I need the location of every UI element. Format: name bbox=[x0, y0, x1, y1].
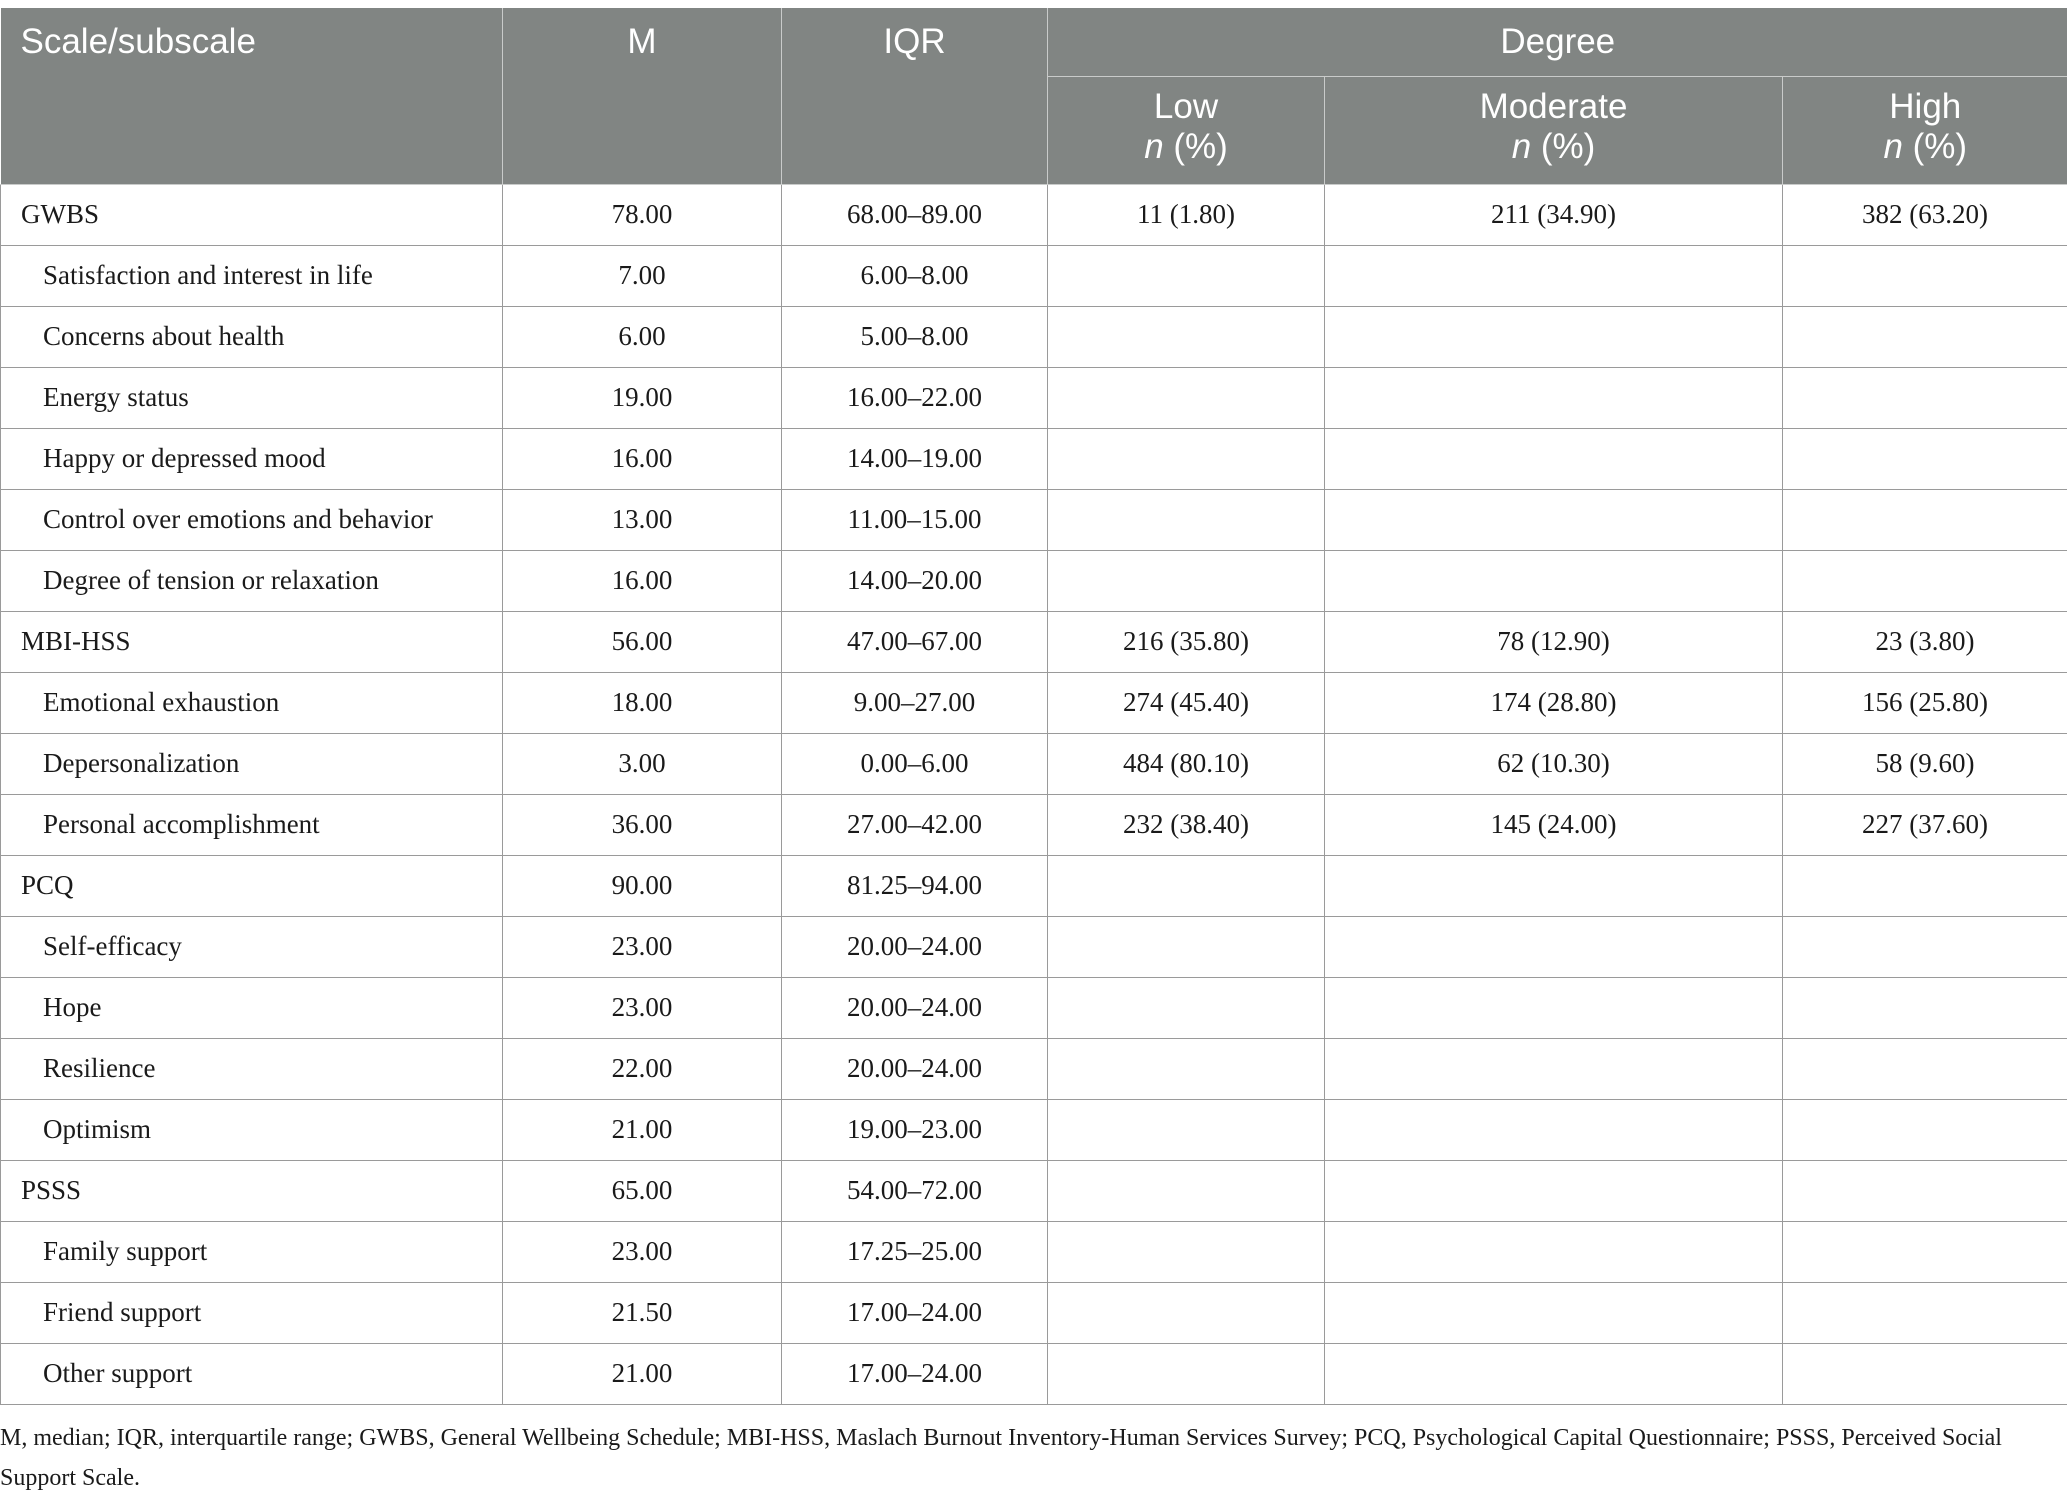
table-row bbox=[1, 672, 2067, 733]
cell-median: 19.00 bbox=[503, 367, 782, 428]
header-moderate bbox=[1325, 76, 1783, 184]
cell-iqr: 68.00–89.00 bbox=[782, 184, 1048, 245]
cell-high bbox=[1783, 489, 2067, 550]
cell-low bbox=[1048, 428, 1325, 489]
cell-low bbox=[1048, 1099, 1325, 1160]
header-moderate-label: Moderate bbox=[1479, 86, 1628, 126]
cell-low bbox=[1048, 977, 1325, 1038]
cell-scale: Depersonalization bbox=[1, 733, 503, 794]
header-low bbox=[1048, 76, 1325, 184]
cell-scale: Personal accomplishment bbox=[1, 794, 503, 855]
table-row bbox=[1, 1343, 2067, 1404]
cell-low bbox=[1048, 306, 1325, 367]
cell-scale: MBI-HSS bbox=[1, 611, 503, 672]
cell-iqr: 20.00–24.00 bbox=[782, 916, 1048, 977]
header-moderate-unit: n (%) bbox=[1511, 126, 1596, 166]
cell-moderate: 145 (24.00) bbox=[1325, 794, 1783, 855]
table-row bbox=[1, 184, 2067, 245]
cell-moderate: 174 (28.80) bbox=[1325, 672, 1783, 733]
cell-moderate bbox=[1325, 550, 1783, 611]
cell-median: 23.00 bbox=[503, 977, 782, 1038]
cell-low bbox=[1048, 245, 1325, 306]
cell-moderate bbox=[1325, 367, 1783, 428]
cell-iqr: 20.00–24.00 bbox=[782, 977, 1048, 1038]
header-median: M bbox=[503, 8, 782, 184]
cell-high bbox=[1783, 367, 2067, 428]
header-high bbox=[1783, 76, 2067, 184]
table-row bbox=[1, 855, 2067, 916]
cell-median: 36.00 bbox=[503, 794, 782, 855]
cell-iqr: 0.00–6.00 bbox=[782, 733, 1048, 794]
table-row bbox=[1, 733, 2067, 794]
cell-median: 21.50 bbox=[503, 1282, 782, 1343]
cell-low bbox=[1048, 550, 1325, 611]
cell-low bbox=[1048, 367, 1325, 428]
cell-high bbox=[1783, 855, 2067, 916]
cell-moderate bbox=[1325, 916, 1783, 977]
header-high-label: High bbox=[1889, 86, 1962, 126]
table-row bbox=[1, 794, 2067, 855]
cell-moderate bbox=[1325, 1221, 1783, 1282]
table-row bbox=[1, 367, 2067, 428]
cell-low bbox=[1048, 1343, 1325, 1404]
cell-median: 23.00 bbox=[503, 916, 782, 977]
cell-iqr: 27.00–42.00 bbox=[782, 794, 1048, 855]
table-row bbox=[1, 1038, 2067, 1099]
cell-iqr: 20.00–24.00 bbox=[782, 1038, 1048, 1099]
cell-high bbox=[1783, 306, 2067, 367]
header-high-unit: n (%) bbox=[1883, 126, 1968, 166]
cell-high bbox=[1783, 1221, 2067, 1282]
cell-high bbox=[1783, 550, 2067, 611]
table-row bbox=[1, 428, 2067, 489]
cell-high bbox=[1783, 1038, 2067, 1099]
cell-moderate bbox=[1325, 855, 1783, 916]
cell-low bbox=[1048, 1282, 1325, 1343]
cell-iqr: 81.25–94.00 bbox=[782, 855, 1048, 916]
cell-high bbox=[1783, 1160, 2067, 1221]
cell-scale: GWBS bbox=[1, 184, 503, 245]
cell-iqr: 11.00–15.00 bbox=[782, 489, 1048, 550]
cell-low: 274 (45.40) bbox=[1048, 672, 1325, 733]
cell-moderate bbox=[1325, 245, 1783, 306]
cell-median: 56.00 bbox=[503, 611, 782, 672]
cell-iqr: 5.00–8.00 bbox=[782, 306, 1048, 367]
cell-low bbox=[1048, 1038, 1325, 1099]
cell-median: 16.00 bbox=[503, 550, 782, 611]
cell-high bbox=[1783, 1343, 2067, 1404]
header-iqr: IQR bbox=[782, 8, 1048, 184]
header-low-unit: n (%) bbox=[1144, 126, 1228, 166]
cell-moderate bbox=[1325, 1099, 1783, 1160]
table-row bbox=[1, 1221, 2067, 1282]
cell-scale: Friend support bbox=[1, 1282, 503, 1343]
cell-iqr: 19.00–23.00 bbox=[782, 1099, 1048, 1160]
cell-median: 13.00 bbox=[503, 489, 782, 550]
cell-iqr: 54.00–72.00 bbox=[782, 1160, 1048, 1221]
cell-low bbox=[1048, 1221, 1325, 1282]
table-header bbox=[1, 8, 2067, 184]
cell-median: 22.00 bbox=[503, 1038, 782, 1099]
cell-scale: PSSS bbox=[1, 1160, 503, 1221]
cell-iqr: 9.00–27.00 bbox=[782, 672, 1048, 733]
cell-iqr: 17.25–25.00 bbox=[782, 1221, 1048, 1282]
cell-median: 21.00 bbox=[503, 1099, 782, 1160]
cell-median: 7.00 bbox=[503, 245, 782, 306]
cell-iqr: 17.00–24.00 bbox=[782, 1343, 1048, 1404]
table-row bbox=[1, 1160, 2067, 1221]
table-row bbox=[1, 1099, 2067, 1160]
table-row bbox=[1, 916, 2067, 977]
cell-median: 6.00 bbox=[503, 306, 782, 367]
cell-high bbox=[1783, 1099, 2067, 1160]
cell-scale: Hope bbox=[1, 977, 503, 1038]
cell-scale: Other support bbox=[1, 1343, 503, 1404]
cell-iqr: 47.00–67.00 bbox=[782, 611, 1048, 672]
cell-median: 90.00 bbox=[503, 855, 782, 916]
cell-low: 232 (38.40) bbox=[1048, 794, 1325, 855]
cell-low bbox=[1048, 1160, 1325, 1221]
cell-moderate: 211 (34.90) bbox=[1325, 184, 1783, 245]
cell-moderate bbox=[1325, 428, 1783, 489]
cell-high bbox=[1783, 428, 2067, 489]
cell-high bbox=[1783, 245, 2067, 306]
cell-low: 484 (80.10) bbox=[1048, 733, 1325, 794]
cell-moderate bbox=[1325, 306, 1783, 367]
cell-scale: Family support bbox=[1, 1221, 503, 1282]
cell-high bbox=[1783, 977, 2067, 1038]
cell-scale: Concerns about health bbox=[1, 306, 503, 367]
cell-moderate bbox=[1325, 1343, 1783, 1404]
cell-median: 78.00 bbox=[503, 184, 782, 245]
cell-moderate: 78 (12.90) bbox=[1325, 611, 1783, 672]
cell-scale: Self-efficacy bbox=[1, 916, 503, 977]
cell-moderate bbox=[1325, 977, 1783, 1038]
cell-high: 58 (9.60) bbox=[1783, 733, 2067, 794]
cell-scale: Resilience bbox=[1, 1038, 503, 1099]
cell-iqr: 14.00–20.00 bbox=[782, 550, 1048, 611]
cell-moderate bbox=[1325, 489, 1783, 550]
table-row bbox=[1, 1282, 2067, 1343]
cell-moderate bbox=[1325, 1160, 1783, 1221]
cell-high: 382 (63.20) bbox=[1783, 184, 2067, 245]
cell-median: 65.00 bbox=[503, 1160, 782, 1221]
header-scale: Scale/subscale bbox=[1, 8, 503, 184]
table-row bbox=[1, 550, 2067, 611]
table-row bbox=[1, 245, 2067, 306]
table-row bbox=[1, 977, 2067, 1038]
cell-scale: Happy or depressed mood bbox=[1, 428, 503, 489]
cell-median: 3.00 bbox=[503, 733, 782, 794]
header-degree: Degree bbox=[1048, 8, 2067, 76]
cell-iqr: 17.00–24.00 bbox=[782, 1282, 1048, 1343]
cell-scale: PCQ bbox=[1, 855, 503, 916]
table-row bbox=[1, 489, 2067, 550]
cell-high: 227 (37.60) bbox=[1783, 794, 2067, 855]
cell-high: 156 (25.80) bbox=[1783, 672, 2067, 733]
table-row bbox=[1, 306, 2067, 367]
cell-low bbox=[1048, 489, 1325, 550]
cell-high: 23 (3.80) bbox=[1783, 611, 2067, 672]
cell-low bbox=[1048, 855, 1325, 916]
cell-median: 18.00 bbox=[503, 672, 782, 733]
cell-scale: Energy status bbox=[1, 367, 503, 428]
cell-scale: Satisfaction and interest in life bbox=[1, 245, 503, 306]
cell-scale: Optimism bbox=[1, 1099, 503, 1160]
cell-median: 21.00 bbox=[503, 1343, 782, 1404]
cell-high bbox=[1783, 916, 2067, 977]
cell-low: 216 (35.80) bbox=[1048, 611, 1325, 672]
table-row bbox=[1, 611, 2067, 672]
table-footnote: M, median; IQR, interquartile range; GWBS, General Wellbeing Schedule; MBI-HSS, Maslach Burnout Inventory-Human Services Survey; PCQ, Psychological Capital Questionnaire; PSSS, Perceived Social Support Scale. bbox=[0, 1425, 2002, 1491]
cell-moderate: 62 (10.30) bbox=[1325, 733, 1783, 794]
cell-median: 16.00 bbox=[503, 428, 782, 489]
cell-iqr: 6.00–8.00 bbox=[782, 245, 1048, 306]
cell-iqr: 14.00–19.00 bbox=[782, 428, 1048, 489]
cell-moderate bbox=[1325, 1282, 1783, 1343]
cell-scale: Control over emotions and behavior bbox=[1, 489, 503, 550]
cell-low bbox=[1048, 916, 1325, 977]
cell-low: 11 (1.80) bbox=[1048, 184, 1325, 245]
cell-iqr: 16.00–22.00 bbox=[782, 367, 1048, 428]
table-body bbox=[1, 184, 2067, 1404]
cell-scale: Emotional exhaustion bbox=[1, 672, 503, 733]
cell-moderate bbox=[1325, 1038, 1783, 1099]
header-low-label: Low bbox=[1153, 86, 1219, 126]
cell-median: 23.00 bbox=[503, 1221, 782, 1282]
cell-high bbox=[1783, 1282, 2067, 1343]
cell-scale: Degree of tension or relaxation bbox=[1, 550, 503, 611]
statistics-table bbox=[0, 8, 2067, 1405]
